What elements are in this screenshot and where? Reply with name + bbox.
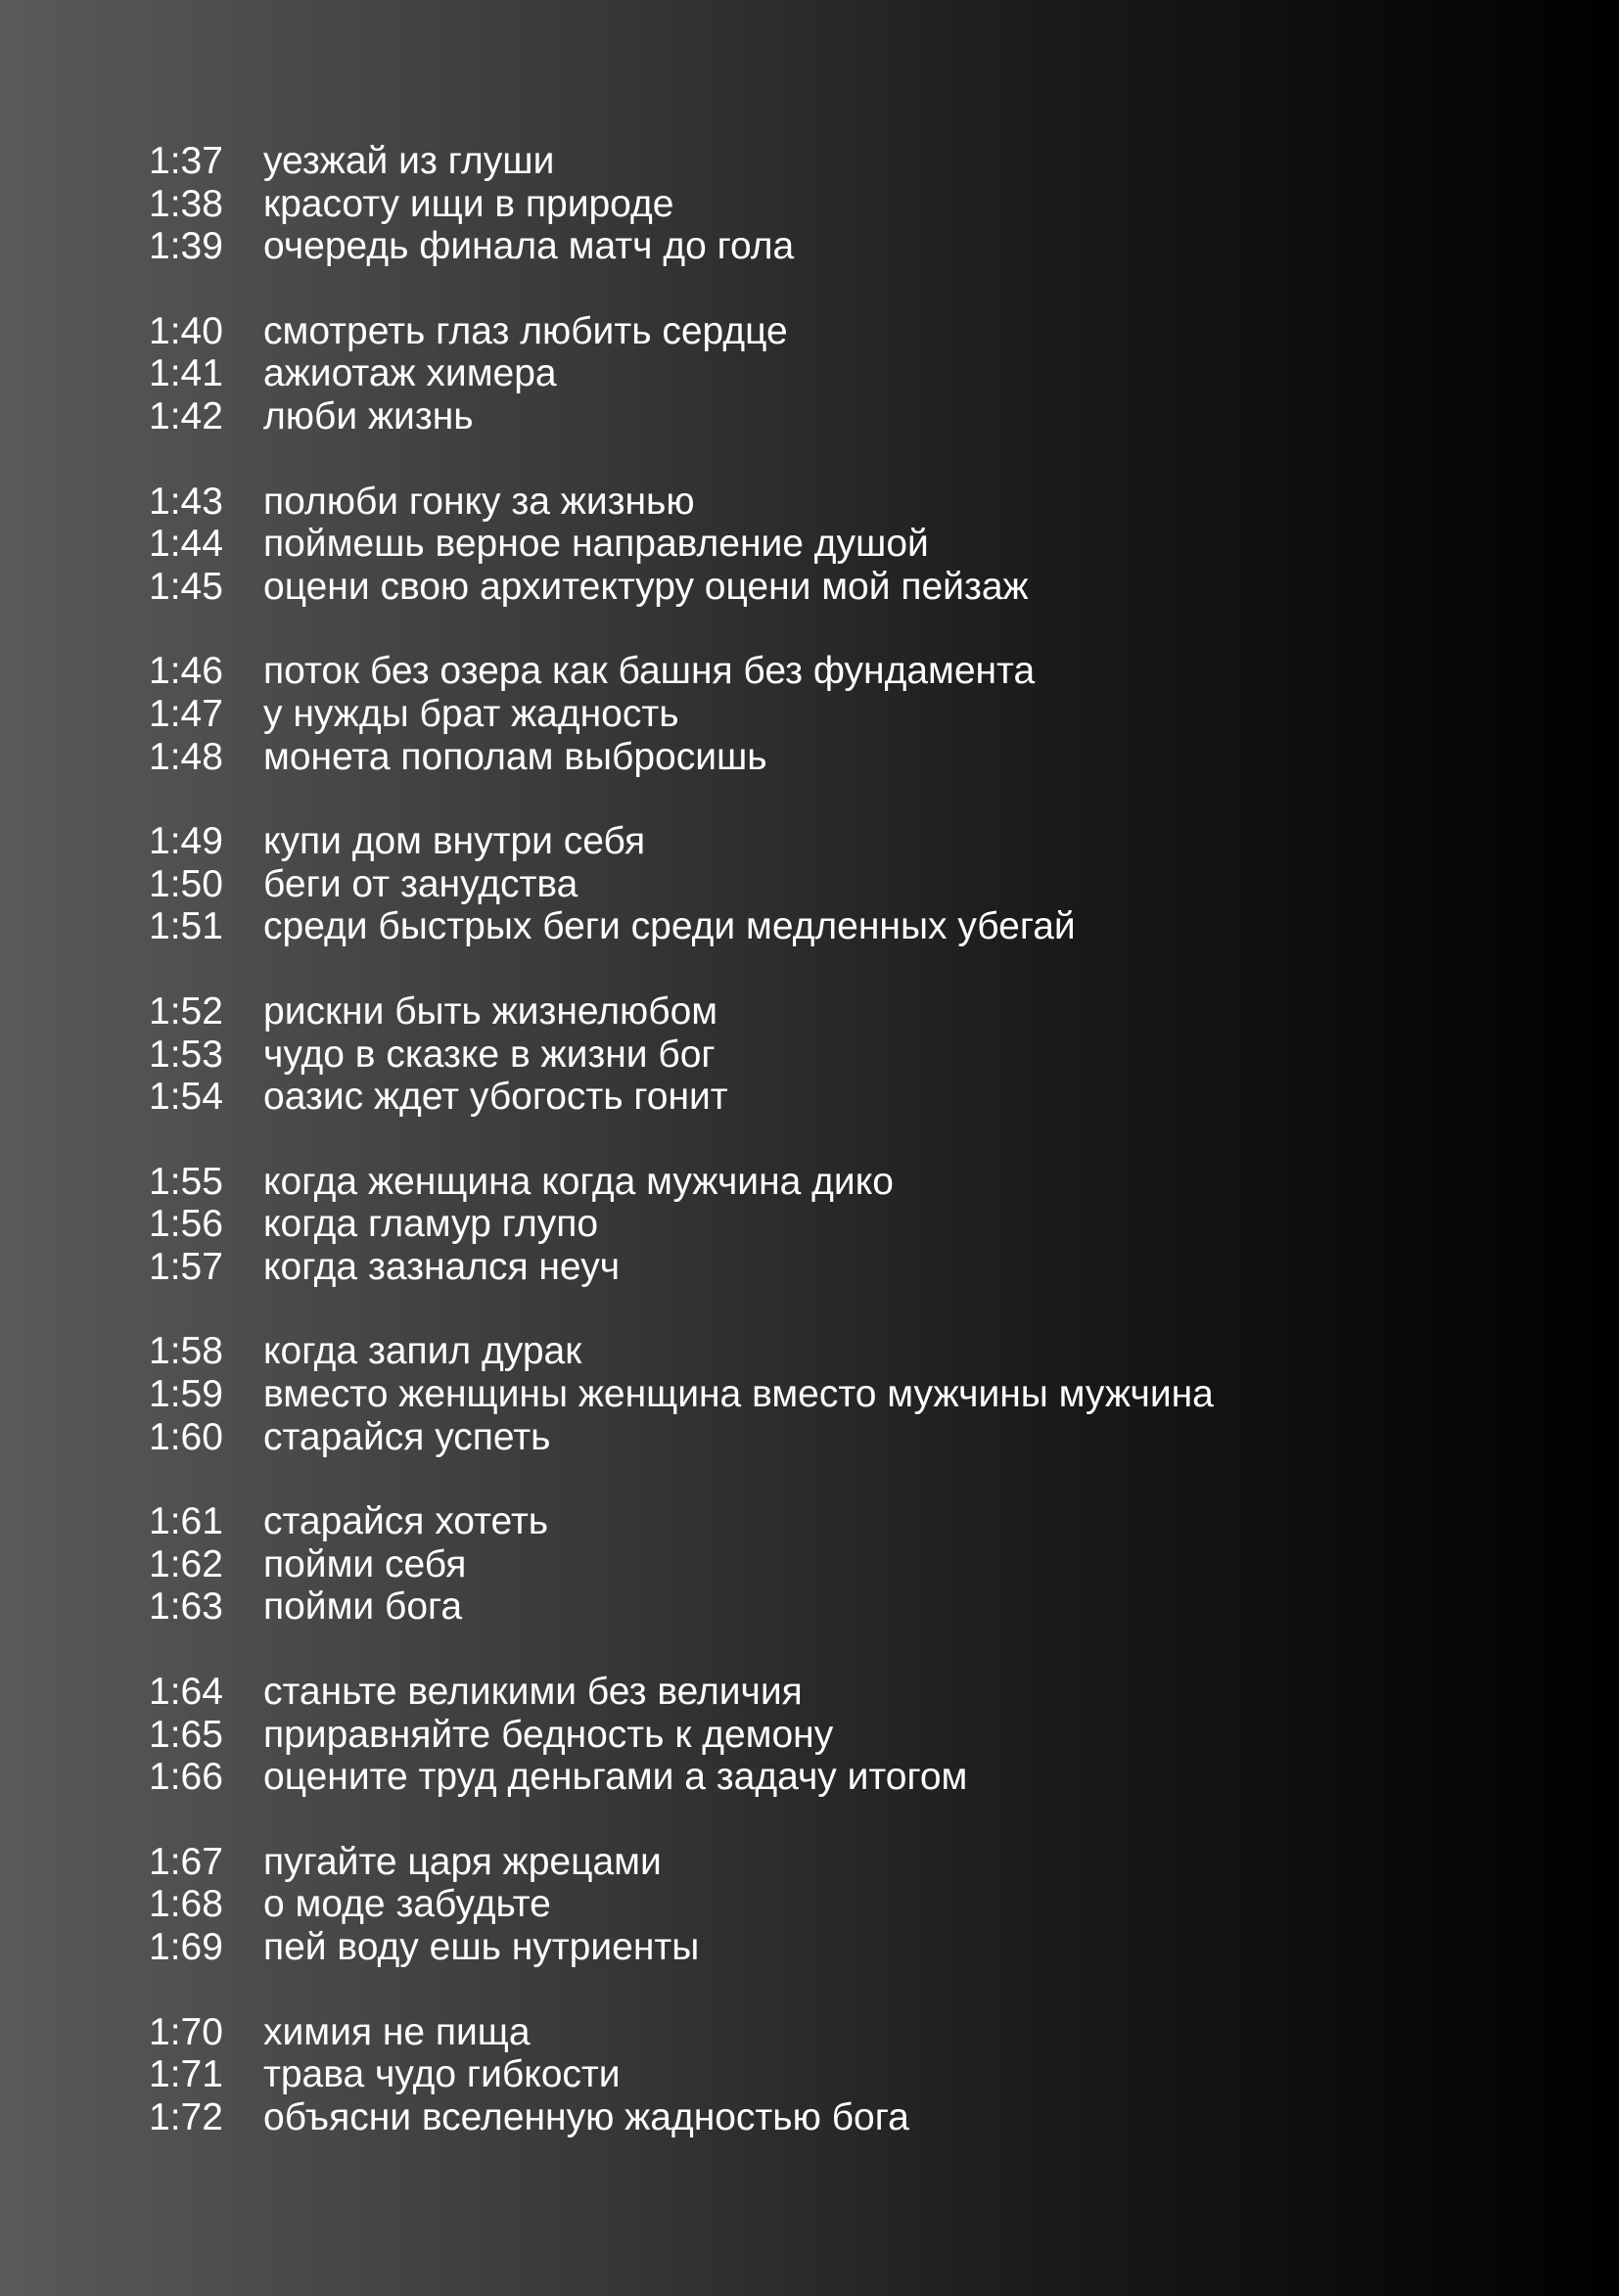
verse-text: люби жизнь (263, 394, 474, 437)
verse-text: старайся хотеть (263, 1500, 549, 1543)
verse-text: очередь финала матч до гола (263, 225, 795, 268)
verse-line (149, 1076, 1619, 1119)
verse-text: поток без озера как башня без фундамента (263, 650, 1036, 693)
verse-text: о моде забудьте (263, 1883, 551, 1926)
verse-number: 1:41 (149, 352, 223, 395)
stanza (149, 1671, 1619, 1799)
verse-number: 1:42 (149, 394, 223, 437)
verse-line (149, 1330, 1619, 1373)
stanza (149, 1161, 1619, 1289)
verse-line (149, 863, 1619, 906)
verse-number: 1:40 (149, 309, 223, 352)
verse-number: 1:70 (149, 2010, 223, 2053)
verse-text: когда запил дурак (263, 1330, 582, 1373)
verse-number: 1:38 (149, 182, 223, 225)
verse-line (149, 395, 1619, 438)
verse-line (149, 1161, 1619, 1204)
verse-line (149, 736, 1619, 779)
verse-number: 1:71 (149, 2053, 223, 2096)
verse-number: 1:43 (149, 480, 223, 523)
verse-line (149, 2011, 1619, 2054)
verse-text: пей воду ешь нутриенты (263, 1926, 700, 1968)
verse-line (149, 1841, 1619, 1884)
verse-text: когда гламур глупо (263, 1203, 599, 1246)
verse-text: оцените труд деньгами а задачу итогом (263, 1756, 968, 1799)
verse-line (149, 1756, 1619, 1799)
verse-text: монета пополам выбросишь (263, 735, 767, 778)
verse-line (149, 1500, 1619, 1543)
verse-number: 1:49 (149, 820, 223, 863)
verse-text: полюби гонку за жизнью (263, 480, 695, 523)
stanza (149, 1841, 1619, 1969)
verse-text: оазис ждет убогость гонит (263, 1076, 728, 1119)
verse-text: среди быстрых беги среди медленных убегай (263, 905, 1076, 948)
verse-number: 1:60 (149, 1415, 223, 1458)
verse-number: 1:48 (149, 735, 223, 778)
verse-line (149, 820, 1619, 863)
verse-line (149, 990, 1619, 1033)
verse-line (149, 1883, 1619, 1926)
verse-text: ажиотаж химера (263, 352, 557, 395)
verse-text: оцени свою архитектуру оцени мой пейзаж (263, 565, 1029, 608)
verse-number: 1:59 (149, 1373, 223, 1416)
verse-text: вместо женщины женщина вместо мужчины мужчина (263, 1373, 1214, 1416)
verse-number: 1:64 (149, 1671, 223, 1714)
verse-text: трава чудо гибкости (263, 2053, 621, 2096)
verse-number: 1:50 (149, 862, 223, 905)
stanza (149, 990, 1619, 1119)
stanza (149, 2011, 1619, 2139)
verse-text: химия не пища (263, 2010, 531, 2053)
verse-text: объясни вселенную жадностью бога (263, 2095, 909, 2138)
verse-line (149, 905, 1619, 948)
verse-line (149, 1203, 1619, 1246)
verse-line (149, 1926, 1619, 1969)
verse-line (149, 310, 1619, 353)
verse-number: 1:51 (149, 905, 223, 948)
verse-number: 1:56 (149, 1203, 223, 1246)
stanza (149, 1500, 1619, 1629)
verse-text: когда зазнался неуч (263, 1245, 621, 1288)
verse-number: 1:67 (149, 1840, 223, 1883)
stanza (149, 481, 1619, 609)
verse-number: 1:54 (149, 1076, 223, 1119)
verse-line (149, 225, 1619, 268)
verse-number: 1:72 (149, 2095, 223, 2138)
verse-number: 1:44 (149, 523, 223, 566)
verse-text: рискни быть жизнелюбом (263, 989, 718, 1033)
verse-line (149, 1246, 1619, 1289)
verse-number: 1:53 (149, 1033, 223, 1076)
verse-text: поймешь верное направление душой (263, 523, 929, 566)
verse-text: когда женщина когда мужчина дико (263, 1160, 894, 1203)
verse-text: станьте великими без величия (263, 1671, 803, 1714)
verse-number: 1:61 (149, 1500, 223, 1543)
verse-line (149, 1543, 1619, 1586)
verse-line (149, 183, 1619, 226)
verse-number: 1:57 (149, 1245, 223, 1288)
verse-text: старайся успеть (263, 1415, 551, 1458)
verse-text: беги от занудства (263, 862, 578, 905)
stanza (149, 820, 1619, 948)
verse-text: красоту ищи в природе (263, 182, 674, 225)
verse-number: 1:55 (149, 1160, 223, 1203)
verse-number: 1:63 (149, 1585, 223, 1629)
verse-line (149, 693, 1619, 736)
verse-line (149, 1585, 1619, 1629)
verse-text: купи дом внутри себя (263, 820, 646, 863)
verse-text: пойми себя (263, 1542, 467, 1585)
verse-line (149, 523, 1619, 566)
verse-line (149, 140, 1619, 183)
verse-line (149, 566, 1619, 609)
verse-number: 1:62 (149, 1542, 223, 1585)
verse-text: пойми бога (263, 1585, 463, 1629)
verse-text: приравняйте бедность к демону (263, 1713, 834, 1756)
verse-number: 1:68 (149, 1883, 223, 1926)
verse-number: 1:69 (149, 1926, 223, 1968)
verse-text: чудо в сказке в жизни бог (263, 1033, 716, 1076)
verse-number: 1:45 (149, 565, 223, 608)
verse-line (149, 481, 1619, 524)
verse-number: 1:65 (149, 1713, 223, 1756)
stanza (149, 140, 1619, 268)
verse-number: 1:37 (149, 140, 223, 182)
verse-text: смотреть глаз любить сердце (263, 309, 788, 352)
verse-number: 1:39 (149, 225, 223, 268)
verse-line (149, 1671, 1619, 1714)
verse-number: 1:66 (149, 1756, 223, 1799)
verse-number: 1:52 (149, 989, 223, 1033)
verse-number: 1:46 (149, 650, 223, 693)
verse-number: 1:58 (149, 1330, 223, 1373)
stanza (149, 310, 1619, 438)
verse-number: 1:47 (149, 692, 223, 735)
verse-text: у нужды брат жадность (263, 692, 679, 735)
verse-line (149, 1714, 1619, 1757)
verse-line (149, 1416, 1619, 1459)
verse-line (149, 2053, 1619, 2096)
verse-text: пугайте царя жрецами (263, 1840, 662, 1883)
verse-line (149, 2096, 1619, 2139)
verse-line (149, 352, 1619, 395)
stanza (149, 650, 1619, 778)
verse-text: уезжай из глуши (263, 140, 555, 182)
verse-line (149, 1373, 1619, 1416)
stanza (149, 1330, 1619, 1458)
verse-line (149, 1033, 1619, 1077)
verse-line (149, 650, 1619, 693)
